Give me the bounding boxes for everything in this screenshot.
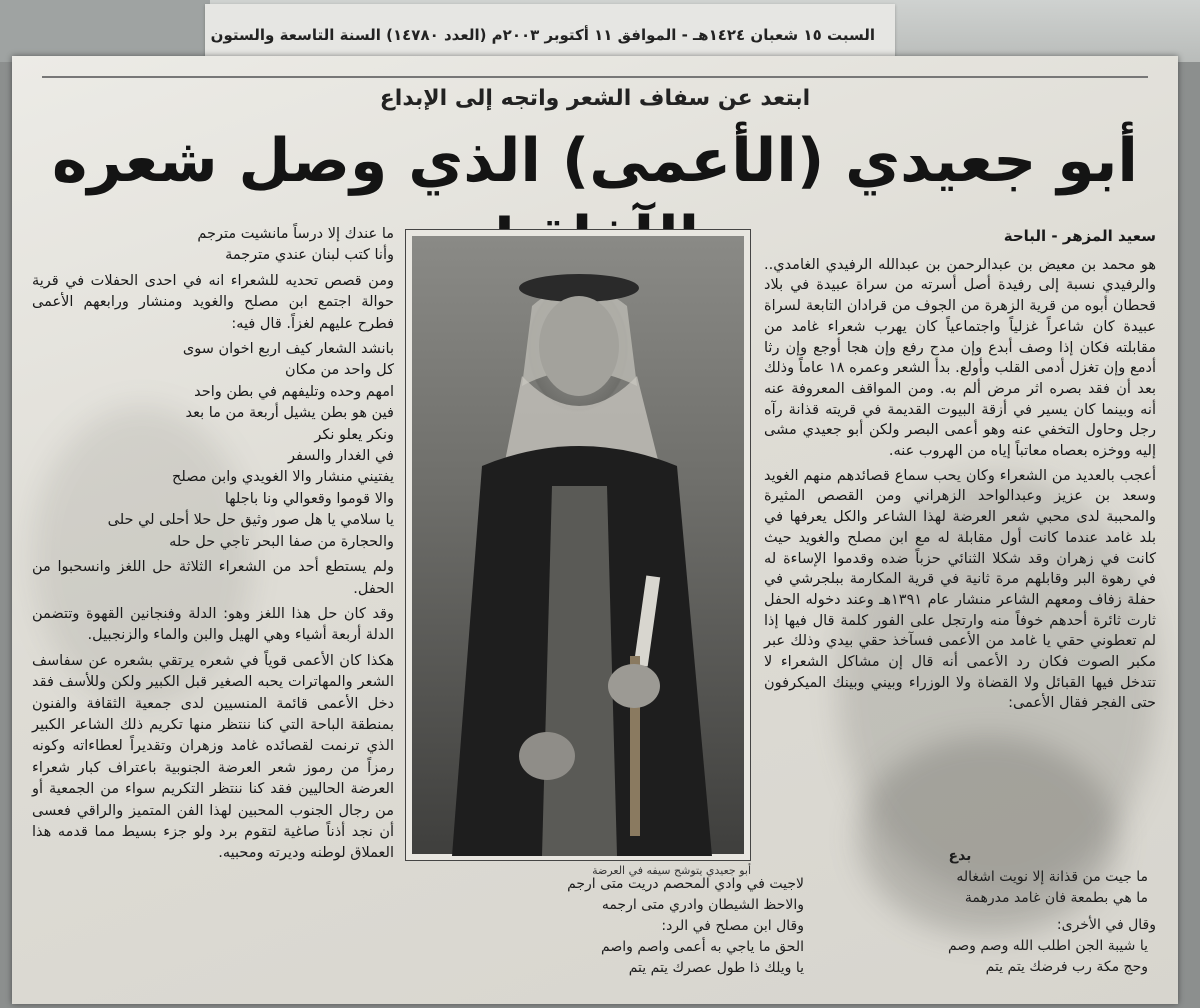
verse-line: فين هو بطن يشيل أربعة من ما بعد — [185, 405, 394, 422]
byline: سعيد المزهر - الباحة — [1003, 227, 1156, 245]
verse-line: يا ويلك ذا طول عصرك يتم يتم — [628, 960, 804, 976]
dateline-strip — [205, 4, 895, 62]
verse-label: بدع — [948, 848, 972, 864]
article-paragraph: أعجب بالعديد من الشعراء وكان يحب سماع قصائدهم منهم الغويد وسعد بن عزيز وعبدالواحد الزهراني ومن القصص المثيرة والمحببة لدى محبي شعر العرضة لهذا الشاعر والكل يعرفها في بلد غامد عندما كانت أول مقابلة له مع ابن مصلح والغويد حيث كانت في زهران وقد شكلا الثنائي حزباً ضده وقدموا الإساءة له في رهوة البر وقابلهم مرة ثانية في قرية المكارمة ببلجرشي في حفلة زفاف ومعهم الشاعر منشار عام ١٣٩١هـ وعند دخوله الحفل ثارت ثائرة أحدهم خوفاً منه وارتجل على الفور كلمة قال فيها إذا لم تعطوني حقي يا غامد من الأعمى فسآخذ حقي بيدي وذلك عبر مكبر الصوت فكان رد الأعمى أنه قال إن مشاكل الشعراء لا تتدخل فيها القبائل ولا القضاة ولا الوزراء وبيني وبينك الميكرفون حتى الفجر فقال الأعمى: — [764, 467, 1156, 712]
verse-line: والا قوموا وقعوالي ونا باجلها — [224, 490, 394, 507]
verse-line: والاحظ الشيطان وادري متى ارجمه — [601, 897, 804, 913]
verse-line: في الغدار والسفر — [287, 448, 394, 465]
bottom-center-verses — [384, 874, 804, 979]
dateline-text: السبت ١٥ شعبان ١٤٢٤هـ - الموافق ١١ أكتوبر ٢٠٠٣م (العدد ١٤٧٨٠) السنة التاسعة والستون — [210, 26, 875, 44]
verse-intro: وقال في الأخرى: — [1056, 917, 1156, 933]
verse-line: يا سلامي يا هل صور وثيق حل حلا أحلى لي حلى — [107, 512, 394, 529]
verse-line: الحق ما ياجي به أعمى واصم واصم — [601, 939, 804, 955]
portrait-illustration — [412, 236, 746, 856]
newspaper-clipping — [12, 56, 1178, 1004]
verse-line: لاجيت في وادي المحصم دريت متى ارجم — [567, 876, 804, 892]
verse-line: بانشد الشعار كيف اربع اخوان سوى — [182, 341, 394, 358]
photo-caption: أبو جعيدي يتوشح سيفه في العرضة — [592, 864, 751, 877]
article-paragraph: ومن قصص تحديه للشعراء انه في احدى الحفلات في قرية حوالة اجتمع ابن مصلح والغويد ومنشار ورابعهم الأعمى فطرح عليهم لغزاً. قال فيه: — [32, 272, 394, 332]
kicker: ابتعد عن سفاف الشعر واتجه إلى الإبداع — [379, 86, 811, 111]
portrait-photo — [412, 236, 744, 854]
verse-line: يا شيبة الجن اطلب الله وصم وصم — [947, 938, 1148, 954]
article-paragraph: وقد كان حل هذا اللغز وهو: الدلة وفنجانين القهوة وتتضمن الدلة أربعة أشياء وهي الهيل والبن والماء والزنجبيل. — [32, 605, 394, 644]
left-column — [32, 224, 394, 865]
verse-line: ما جيت من قذانة إلا نويت اشغاله — [956, 869, 1148, 885]
article-paragraph: هكذا كان الأعمى قوياً في شعره يرتقي بشعره عن سفاسف الشعر والمهاترات يحبه الصغير قبل الكبير ولكن وللأسف فقد دخل الأعمى قائمة المنسيين لدى جمعية الثقافة والفنون بمنطقة الباحة التي كنا ننتظر منها تكريم ذلك الشاعر الكبير الذي ترنمت لقصائده غامد وزهران وتقديراً لعطاءاته وكونه رمزاً من رموز شعر العرضة الجنوبية باعتراف كبار شعراء العرضة الحاليين فقد كنا ننتظر التكريم سواء من الجمعية أو من رجال الجنوب المحبين لهذا الفن المتميز والراقي فعسى أن نجد أذناً صاغية لتقوم برد ولو جزء بسيط مما قدمه هذا العملاق لوطنه وديرته ومحبيه. — [32, 652, 394, 862]
verse-line: والحجارة من صفا البحر تاجي حل حله — [169, 533, 394, 550]
background-shadow — [0, 0, 210, 62]
verse-line: وحج مكة رب فرضك يتم يتم — [985, 959, 1148, 975]
right-column — [764, 226, 1156, 714]
verse-line: ما عندك إلا درساً مانشيت مترجم — [197, 226, 394, 242]
headline: أبو جعيدي (الأعمى) الذي وصل شعره — [52, 126, 1138, 196]
article-paragraph: ولم يستطع أحد من الشعراء الثلاثة حل اللغز وانسحبوا من الحفل. — [32, 559, 394, 597]
verse-line: ما هي بطمعة فان غامد مدرهمة — [964, 890, 1148, 906]
verse-line: وأنا كتب لبنان عندي مترجمة — [225, 247, 394, 264]
article-paragraph: هو محمد بن معيض بن عبدالرحمن بن عبدالله الرفيدي الغامدي.. والرفيدي نسبة إلى رفيدة أصل أسرته من سراة عبيدة في بلاد قحطان أبوه من قرية الزهرة من الجوف من قرادان التابعة لسراة عبيدة كان شاعراً غزلياً واجتماعياً كان يهرب شعراء غامد من مقابلته فكان إذا وصف أبدع وإن مدح رفع وإن هجا أوجع وإن رثا أدمع وإن تغزل أدمى القلب وأولع. بدأ الشعر وعمره ١٨ عاماً وذلك بعد أن فقد بصره اثر مرض ألم به. ومن المواقف المعروفة عنه أنه وبينما كان يسير في أزقة البيوت القديمة في قريته قذانة رآه رجل وحاول التخفي عنه وهو أعمى البصر ولكن أبو جعيدي مشى إليه ووخزه بعصاه معاتباً إياه من الهروب عنه. — [764, 256, 1156, 460]
verse-line: ونكر يعلو نكر — [314, 426, 394, 443]
verse-line: امهم وحده وتليفهم في بطن واحد — [194, 383, 394, 400]
photo-frame — [405, 229, 751, 861]
riddle-poem — [32, 339, 394, 553]
bottom-right-verses — [764, 846, 1156, 978]
verse-line: كل واحد من مكان — [285, 362, 394, 379]
verse-intro: وقال ابن مصلح في الرد: — [661, 918, 804, 934]
intro-verses — [32, 224, 394, 267]
verse-line: يفتيني منشار والا الغويدي وابن مصلح — [172, 469, 394, 486]
header-rule — [42, 76, 1148, 78]
